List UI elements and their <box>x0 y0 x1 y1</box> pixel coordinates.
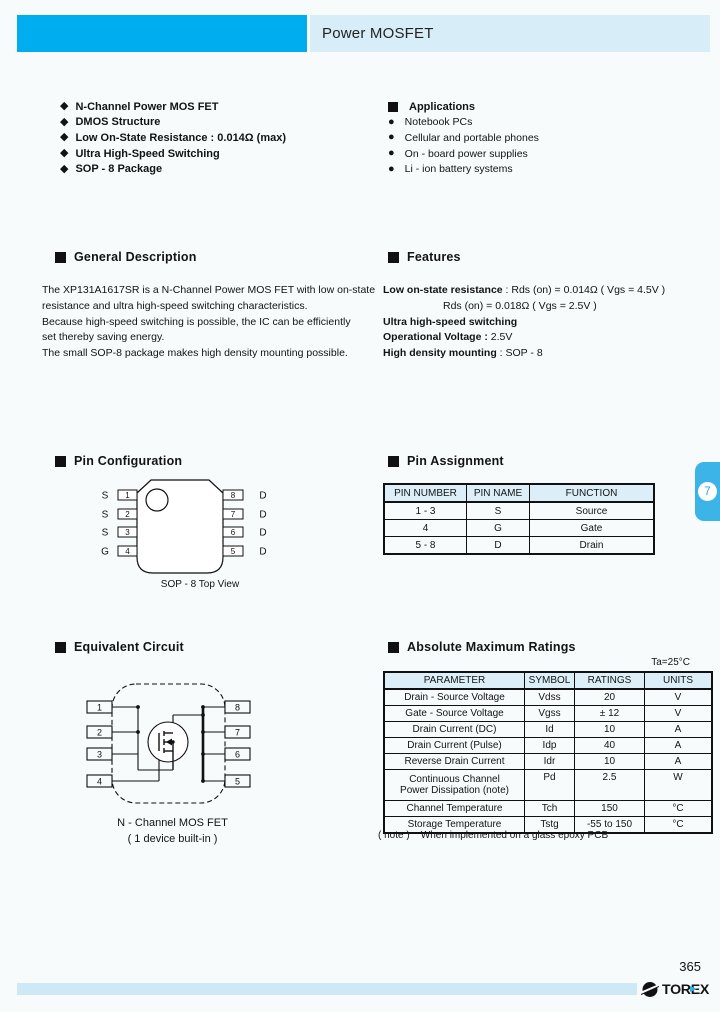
chapter-number: 7 <box>698 482 717 501</box>
square-bullet-icon <box>55 252 66 263</box>
svg-text:D: D <box>259 509 267 521</box>
circle-bullet-icon: ● <box>388 162 395 175</box>
highlight-item: ◆ N-Channel Power MOS FET <box>60 100 219 113</box>
svg-text:7: 7 <box>234 727 241 738</box>
feature-line: Rds (on) = 0.018Ω ( Vgs = 2.5V ) <box>443 299 597 312</box>
general-description-heading: General Description <box>55 250 197 264</box>
general-description-text <box>42 283 382 362</box>
table-row: 5 - 8 D Drain <box>384 537 654 555</box>
table-row: 4 G Gate <box>384 520 654 537</box>
svg-text:5: 5 <box>234 776 241 787</box>
features-heading: Features <box>388 250 461 264</box>
table-row: Drain - Source Voltage Vdss 20 V <box>384 689 712 706</box>
table-row: Gate - Source Voltage Vgss ± 12 V <box>384 706 712 722</box>
svg-text:D: D <box>259 490 267 502</box>
description-line: The small SOP-8 package makes high density mounting possible. <box>42 347 348 360</box>
left-pin-numbers <box>97 703 102 787</box>
table-row: Drain Current (DC) Id 10 A <box>384 722 712 738</box>
svg-text:8: 8 <box>230 491 236 500</box>
svg-text:2: 2 <box>125 510 130 519</box>
square-bullet-icon <box>388 456 399 467</box>
svg-text:4: 4 <box>125 547 130 556</box>
column-header: PIN NUMBER <box>384 484 467 502</box>
square-bullet-icon <box>55 456 66 467</box>
square-bullet-icon <box>388 642 399 653</box>
page-title <box>310 15 710 52</box>
equivalent-circuit-subcaption: ( 1 device built-in ) <box>127 833 218 845</box>
diamond-bullet-icon: ◆ <box>60 115 69 128</box>
description-line: The XP131A1617SR is a N-Channel Power MOS FET with low on-state <box>42 284 376 296</box>
column-header: UNITS <box>645 672 713 689</box>
table-header-row <box>384 672 712 689</box>
application-item: ● Li - ion battery systems <box>388 162 513 176</box>
svg-text:D: D <box>259 546 267 558</box>
table-row: Storage Temperature Tstg -55 to 150 °C <box>384 817 712 834</box>
right-pin-labels <box>259 491 266 558</box>
svg-text:S: S <box>101 527 109 539</box>
application-item: ● Notebook PCs <box>388 115 473 129</box>
svg-text:1: 1 <box>125 491 130 500</box>
column-header: RATINGS <box>575 672 645 689</box>
right-pin-boxes <box>225 701 250 787</box>
right-pin-numbers <box>231 491 236 556</box>
pin1-dimple <box>146 489 168 511</box>
column-header: PARAMETER <box>384 672 525 689</box>
svg-text:S: S <box>101 509 109 521</box>
description-line: set thereby saving energy. <box>42 331 165 344</box>
equivalent-circuit-diagram <box>80 675 265 810</box>
highlight-item: ◆ DMOS Structure <box>60 115 161 129</box>
diamond-bullet-icon: ◆ <box>60 100 69 113</box>
equivalent-circuit-caption: N - Channel MOS FET <box>117 817 228 829</box>
brand-name: TOREX <box>662 981 710 997</box>
svg-text:4: 4 <box>96 776 103 787</box>
table-row: 1 - 3 S Source <box>384 502 654 520</box>
equivalent-circuit-heading: Equivalent Circuit <box>55 640 184 654</box>
feature-line: High density mounting : SOP - 8 <box>383 347 543 360</box>
description-line: Because high-speed switching is possible, the IC can be efficiently <box>42 315 351 328</box>
svg-text:5: 5 <box>230 547 236 556</box>
applications-section <box>388 99 539 177</box>
circle-bullet-icon: ● <box>388 147 395 160</box>
svg-text:3: 3 <box>96 749 103 760</box>
footer-bar <box>17 983 637 995</box>
application-item: ● On - board power supplies <box>388 147 528 160</box>
pin-configuration-heading: Pin Configuration <box>55 454 182 468</box>
page-number: 365 <box>679 959 701 974</box>
pin-assignment-table <box>383 483 655 555</box>
feature-line: Operational Voltage : 2.5V <box>383 331 513 344</box>
column-header: SYMBOL <box>525 672 575 689</box>
application-item: ● Cellular and portable phones <box>388 131 539 144</box>
table-header-row <box>384 484 654 502</box>
temperature-condition: Ta=25°C <box>651 657 690 668</box>
diamond-bullet-icon: ◆ <box>60 131 69 144</box>
table-row: Drain Current (Pulse) Idp 40 A <box>384 738 712 754</box>
description-line: resistance and ultra high-speed switching characteristics. <box>42 299 308 312</box>
left-pin-numbers <box>125 491 130 556</box>
abs-max-ratings-heading: Absolute Maximum Ratings <box>388 640 576 654</box>
table-row: Continuous Channel Power Dissipation (note) Pd 2.5 W <box>384 770 712 801</box>
circle-bullet-icon: ● <box>388 131 395 144</box>
feature-line: Ultra high-speed switching <box>383 315 518 328</box>
table-footnote: ( note ) When implemented on a glass epoxy PCB <box>378 830 609 841</box>
column-header: PIN NAME <box>467 484 530 502</box>
svg-text:S: S <box>101 490 109 502</box>
highlight-item: ◆ Ultra High-Speed Switching <box>60 147 220 160</box>
chapter-tab <box>695 462 720 521</box>
svg-text:6: 6 <box>230 528 236 537</box>
features-list <box>383 283 703 362</box>
left-pin-boxes <box>87 701 112 787</box>
circle-bullet-icon: ● <box>388 115 395 128</box>
applications-heading: Applications <box>388 99 539 115</box>
svg-text:7: 7 <box>230 510 236 519</box>
svg-text:6: 6 <box>234 749 241 760</box>
square-bullet-icon <box>388 102 398 112</box>
svg-text:D: D <box>259 527 267 539</box>
svg-text:3: 3 <box>125 528 130 537</box>
brand-logo <box>641 979 710 999</box>
logo-wedge-icon <box>690 986 697 992</box>
column-header: FUNCTION <box>530 484 655 502</box>
page-title-text: Power MOSFET <box>322 25 434 42</box>
diamond-bullet-icon: ◆ <box>60 162 69 175</box>
sop8-caption: SOP - 8 Top View <box>160 579 240 590</box>
diamond-bullet-icon: ◆ <box>60 147 69 160</box>
table-row: Reverse Drain Current Idr 10 A <box>384 754 712 770</box>
abs-max-ratings-table <box>383 671 713 834</box>
right-pin-numbers <box>235 703 240 787</box>
highlight-list <box>60 99 286 177</box>
torex-globe-icon <box>641 980 659 999</box>
highlight-item: ◆ SOP - 8 Package <box>60 162 163 176</box>
left-pin-labels <box>101 491 109 558</box>
square-bullet-icon <box>388 252 399 263</box>
svg-text:8: 8 <box>234 702 241 713</box>
svg-text:1: 1 <box>96 702 103 713</box>
square-bullet-icon <box>55 642 66 653</box>
pin-assignment-heading: Pin Assignment <box>388 454 504 468</box>
svg-text:2: 2 <box>96 727 103 738</box>
highlight-item: ◆ Low On-State Resistance : 0.014Ω (max) <box>60 131 287 144</box>
feature-line: Low on-state resistance : Rds (on) = 0.014Ω ( Vgs = 4.5V ) <box>383 284 666 296</box>
svg-text:G: G <box>101 546 109 558</box>
header-accent-bar <box>17 15 307 52</box>
table-row: Channel Temperature Tch 150 °C <box>384 801 712 817</box>
